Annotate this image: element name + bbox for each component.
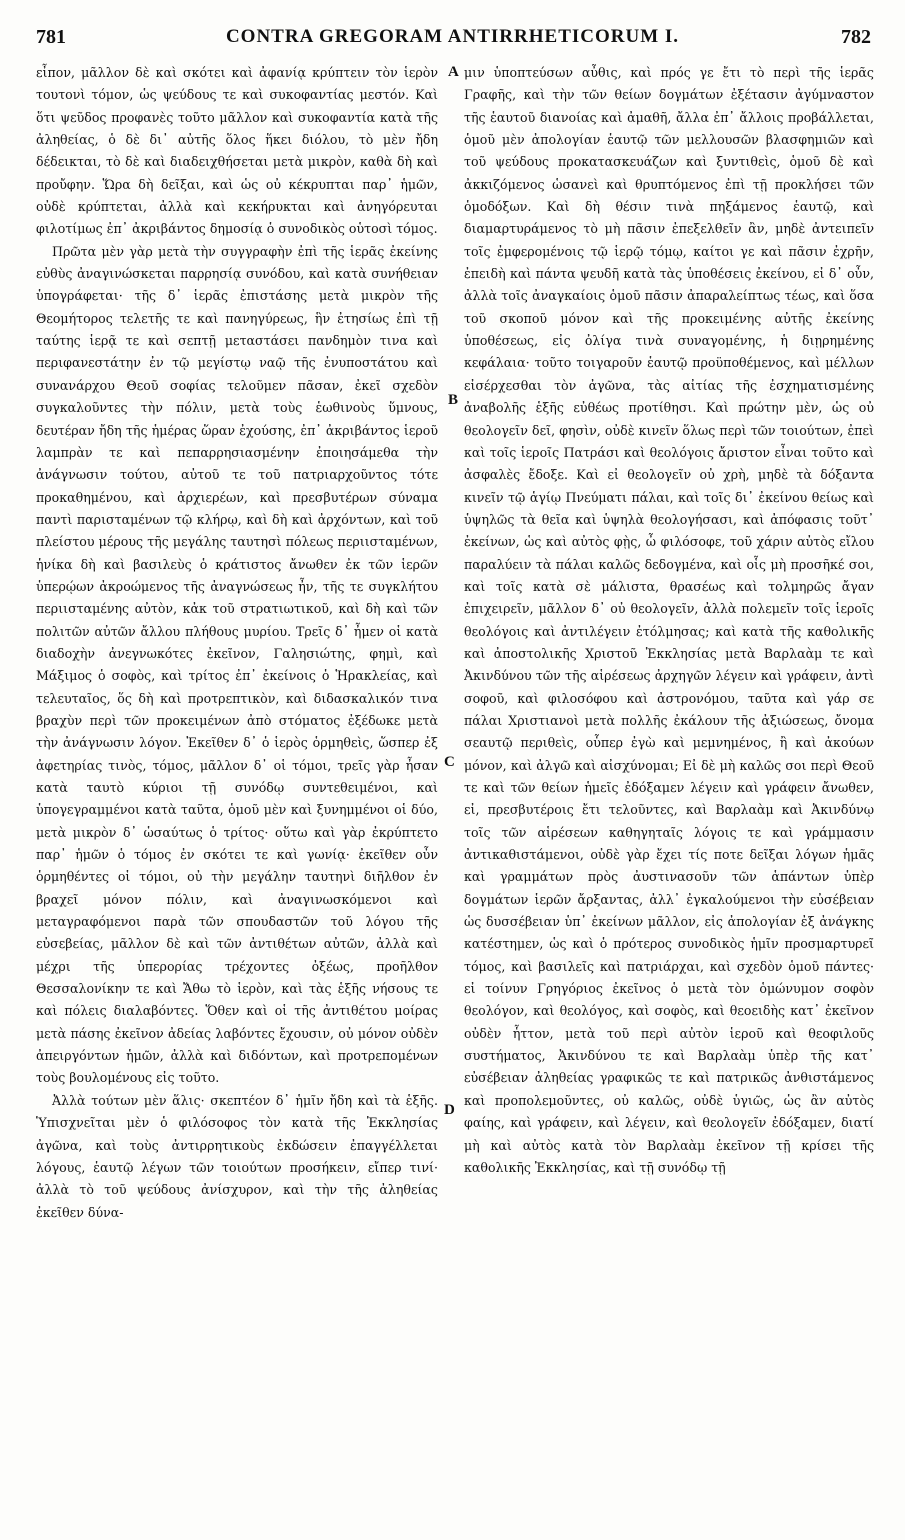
page-number-right: 782 [841,26,871,48]
running-title: CONTRA GREGORAM ANTIRRHETICORUM I. [225,26,680,47]
left-column [36,62,438,1528]
page-number-left: 781 [36,26,66,48]
paragraph: μιν ὑποπτεύσων αὖθις, καὶ πρός γε ἔτι τὸ περὶ τῆς ἱερᾶς Γραφῆς, καὶ τὴν τῶν θείων δογμάτων ἐξέτασιν ἀγύμναστον τῆς ἑαυτοῦ διανοίας καὶ ἀμαθῆ, ἄλλα ἐπ᾽ ἄλλοις προβάλλεται, ὁμοῦ μὲν ἀπολογίαν ἑαυτῷ τῶν μελλουσῶν βλασφημιῶν καὶ τοῦ ψεύδους προκατασκευάζων καὶ ξυντιθεὶς, ὁμοῦ δὲ καὶ ἀκκιζόμενος ὡσανεὶ καὶ θρυπτόμενος ἐπὶ τῇ προκλήσει τῶν ὁμοδόξων. Καὶ δὴ θέσιν τινὰ πηξάμενος ἑαυτῷ, καὶ διαμαρτυράμενος τὸ μὴ πᾶσιν ἐπεξελθεῖν ἂν, μηδὲ ἀντειπεῖν τοῖς ἐμφερομένοις τῷ ἱερῷ τόμῳ, καίτοι γε καὶ πᾶσιν ἐχρῆν, ἐπειδὴ καὶ πάντα ψευδῆ κατὰ τὰς ὑποθέσεις ἐκείνου, εἰ δ᾽ οὖν, ἀλλὰ τοῖς ἀναγκαίοις ὁμοῦ πᾶσιν ἀπαραλείπτως τέως, καὶ ὅσα τοῦ σκοποῦ μόνον καὶ τῆς προκειμένης αὐτῆς ἐκείνης ὑποθέσεως, εἰς ὀλίγα τινὰ συναγομένης, ἡ διῃρημένης κεφάλαια· τοῦτο τοιγαροῦν ἑαυτῷ προϋποθέμενος, καὶ μέλλων εἰσέρχεσθαι τὸν ἀγῶνα, τὰς αἰτίας τῆς ἐσχηματισμένης ἀναβολῆς ἑξῆς εὐθέως προτίθησι. Καὶ πρώτην μὲν, ὡς οὐ θεολογεῖν δεῖ, φησὶν, οὐδὲ κινεῖν ὅλως περὶ τῶν τοιούτων, ἐπεὶ καὶ τοῖς ἱεροῖς Πατράσι καὶ θεολόγοις ἄριστον εἶναι τοῦτο καὶ ἀσφαλὲς ἔδοξε. Καὶ εἰ θεολογεῖν οὐ χρὴ, μηδὲ τὰ δόξαντα κινεῖν τῷ ἁγίῳ Πνεύματι πάλαι, καὶ τοῖς δι᾽ ἐκείνου θείως καὶ ὑψηλῶς τὰ θεῖα καὶ ὑψηλὰ θεολογήσασι, καὶ ἀπόφασις τοῦτ᾽ ἐκείνων, ὡς καὶ αὐτὸς φῂς, ὦ φιλόσοφε, τοῦ χάριν αὐτὸς εἴλου παραλύειν τὰ πάλαι καλῶς δεδογμένα, καὶ οἷς μὴ προσῆκέ σοι, καὶ τοῖς κατὰ σὲ μάλιστα, θρασέως καὶ τολμηρῶς ἄγαν ἐπιχειρεῖν, μᾶλλον δ᾽ οὐ θεολογεῖν, ἀλλὰ πολεμεῖν τοῖς ἱεροῖς θεολόγοις καὶ ἀντιλέγειν ἐτόλμησας; καὶ κατὰ τῆς καθολικῆς καὶ ἀποστολικῆς Χριστοῦ Ἐκκλησίας μετὰ Βαρλαὰμ τε καὶ Ἀκινδύνου τῶν τῆς αἱρέσεως ἀρχηγῶν λέγειν καὶ γράφειν, ἀντὶ σοφοῦ, καὶ φιλοσόφου καὶ ἀστρονόμου, ταῦτα καὶ γάρ σε πάλαι Χριστιανοὶ μετὰ πολλῆς ἐκάλουν τῆς ἀξιώσεως, ὄνομα σεαυτῷ περιθεὶς, οὗπερ ἐγὼ καὶ μεμνημένος, ἢ καὶ ἀκούων μόνον, καὶ ἀλγῶ καὶ αἰσχύνομαι; Εἰ δὲ μὴ καλῶς σοι περὶ Θεοῦ τε καὶ τῶν θείων ἡμεῖς ἐδόξαμεν λέγειν καὶ γράφειν ἄνωθεν, εἰ, πρεσβυτέροις ἔτι τελοῦντες, καὶ Βαρλαὰμ καὶ Ἀκινδύνῳ τοῖς τῶν αἱρέσεων καθηγηταῖς λόγοις τε καὶ γράμμασιν ἀντικαθιστάμενοι, οὐδὲ γὰρ ἔχει τίς ποτε δεῖξαι λόγων ἡμᾶς καὶ γραμμάτων πρὸς ἀυστινασοῦν τῶν ἁπάντων ὑπὲρ δογμάτων ἱερῶν ἄρξαντας, ἀλλ᾽ ἐγκαλούμενοι τὴν εὐσέβειαν ὡς δυσσέβειαν ὑπ᾽ ἐκείνων μᾶλλον, εἰς ἀπολογίαν ἐξ ἀνάγκης κατέστημεν, ὡς καὶ ὁ πρότερος συνοδικὸς ἡμῖν προσμαρτυρεῖ τόμος, καὶ βασιλεῖς καὶ πατριάρχαι, καὶ σχεδὸν ὁμοῦ πάντες· εἰ τοίνυν Γρηγόριος ἐκεῖνος ὁ μετὰ τὸν ὁμώνυμον σοφὸν θεολόγον, καὶ θεολόγος, καὶ σοφὸς, καὶ θεοειδὴς κατ᾽ ἐκεῖνον οὐδὲν ἧττον, μετὰ τοῦ περὶ αὐτὸν ἱεροῦ καὶ θεοφιλοῦς συστήματος, Ἀκινδύνου τε καὶ Βαρλαὰμ ὑπὲρ τῆς κατ᾽ εὐσέβειαν ἀληθείας γραφικῶς τε καὶ πατρικῶς ἀνθιστάμενος καὶ προπολεμοῦντες, οὐ καλῶς, οὐδὲ ὑγιῶς, ὡς ἂν αὐτὸς φαίης, καὶ γράφειν, καὶ λέγειν, καὶ θεολογεῖν ἐδόξαμεν, διατί μὴ καὶ αὐτὸς κατὰ τὸν Βαρλαὰμ ἐκεῖνον τῇ κρίσει τῆς καθολικῆς Ἐκκλησίας, καὶ τῇ συνόδῳ τῇ [464,65,874,1175]
paragraph: εἶπον, μᾶλλον δὲ καὶ σκότει καὶ ἀφανίᾳ κρύπτειν τὸν ἱερὸν τουτονὶ τόμον, ὡς ψεύδους τε καὶ συκοφαντίας μεστόν. Καὶ ὅτι ψεῦδος προφανὲς τοῦτο μᾶλλον καὶ συκοφαντία κατὰ τῆς ἀληθείας, ὁ δὲ δι᾽ αὐτῆς ὅλος ἥκει διόλου, τὸ μὲν ἤδη δέδεικται, τὸ δὲ καὶ διαδειχθήσεται μετὰ μικρὸν, καθὰ δὴ καὶ προὔφην. Ὥρα δὴ δεῖξαι, καὶ ὡς οὐ κέκρυπται παρ᾽ ἡμῶν, οὐδὲ κρύπτεται, ἀλλὰ καὶ κεκήρυκται καὶ ἀνηγόρευται φιλοτίμως ἐπ᾽ ἀκριβάντος δημοσίᾳ ὁ συνοδικὸς οὑτοσὶ τόμος. [36,65,438,237]
right-column [464,62,874,1528]
running-header [28,8,877,54]
margin-marker-b: B [448,392,459,408]
margin-marker-a: A [448,64,459,80]
paragraph: Ἀλλὰ τούτων μὲν ἅλις· σκεπτέον δ᾽ ἡμῖν ἤδη καὶ τὰ ἑξῆς. Ὑπισχνεῖται μὲν ὁ φιλόσοφος τὸν κατὰ τῆς Ἐκκλησίας ἀγῶνα, καὶ τοὺς ἀντιρρητικοὺς ἐκδώσειν ἐπαγγέλλεται λόγους, ἑαυτῷ λέγων τῶν τοιούτων προσήκειν, εἴπερ τινί· ἀλλὰ τὸ τοῦ ψεύδους ἀνίσχυρον, καὶ τὴν τῆς ἀληθείας ἐκεῖθεν δύνα- [36,1092,438,1220]
margin-marker-c: C [444,754,455,770]
margin-marker-d: D [444,1102,455,1118]
paragraph: Πρῶτα μὲν γὰρ μετὰ τὴν συγγραφὴν ἐπὶ τῆς ἱερᾶς ἐκείνης εὐθὺς ἀναγινώσκεται παρρησίᾳ συνόδου, καὶ κατὰ συνήθειαν ὑπογράφεται· τῆς δ᾽ ἱερᾶς ἐπιστάσης μετὰ μικρὸν τῆς Θεομήτορος τελετῆς τε καὶ πανηγύρεως, ἣν ἐτησίως ἐπὶ τῇ ταύτης ἱερᾷ τε καὶ σεπτῇ μεταστάσει πανδημὸν τινα καὶ περιφανεστάτην ἐν τῷ μεγίστῳ ναῷ τῆς ἐνυποστάτου καὶ συνανάρχου Θεοῦ σοφίας τελοῦμεν πᾶσαν, ἐκεῖ σχεδὸν συγκαλοῦντες τὴν πόλιν, μετὰ τοὺς ἑωθινοὺς ὕμνους, δευτέραν ἤδη τῆς ἡμέρας ὥραν ἐχούσης, ἐπ᾽ ἀκριβάντος ἱεροῦ λαμπρὰν τε καὶ πεπαρρησιασμένην ἐποιησάμεθα τὴν ἀνάγνωσιν τούτου, αὐτοῦ τε τοῦ πατριαρχοῦντος τότε προκαθημένου, καὶ ἀρχιερέων, καὶ πρεσβυτέρων σύναμα παντὶ παρισταμένων τῷ κλήρῳ, καὶ δὴ καὶ ἀρχόντων, καὶ τοῦ πλείστου μέρους τῆς μεγάλης ταυτησὶ πόλεως περιισταμένων, ἡνίκα δὴ καὶ βασιλεὺς ὁ κράτιστος ἄνωθεν ἐκ τῶν ἱερῶν ὑπερῴων ἀκροώμενος τῆς ἀναγνώσεως ἦν, τῆς τε συγκλήτου περιισταμένης αὐτὸν, κἀκ τοῦ στρατιωτικοῦ, καὶ δὴ καὶ τῶν πολιτῶν αὐτῶν ἄλλου πλήθους μυρίου. Τρεῖς δ᾽ ἦμεν οἱ κατὰ διαδοχὴν ἀνεγνωκότες ἐκεῖνον, Γαλησιώτης, φημὶ, καὶ Μάξιμος ὁ σοφὸς, καὶ τρίτος ἐπ᾽ ἐκείνοις ὁ Ἡρακλείας, καὶ τελευταῖος, ὅς δὴ καὶ προτρεπτικὸν, καὶ διδασκαλικόν τινα βραχὺν περὶ τῶν προκειμένων ἀπὸ στόματος ἐξέδωκε μετὰ τὴν ἀνάγνωσιν λόγον. Ἐκεῖθεν δ᾽ ὁ ἱερὸς ὁρμηθεὶς, ὥσπερ ἐξ ἀφετηρίας τινὸς, τόμος, μᾶλλον δ᾽ οἱ τόμοι, τρεῖς γὰρ ἦσαν κατὰ ταυτὸ κύριοι τῇ συνόδῳ συντεθειμένοι, καὶ ὑπογεγραμμένοι κατὰ ταῦτα, ὁμοῦ μὲν καὶ ξυνημμένοι οἱ δύο, μετὰ μικρὸν δ᾽ ὡσαύτως ὁ τρίτος· οὕτω καὶ γὰρ ἐκρύπτετο παρ᾽ ἡμῶν ὁ τόμος ἐν σκότει τε καὶ γωνίᾳ· ἐκεῖθεν οὖν ὁρμηθέντες οἱ τόμοι, οὐ τὴν μεγάλην ταυτηνὶ διῆλθον ἐν βραχεῖ μόνον πόλιν, καὶ ἀναγινωσκόμενοι καὶ μεταγραφόμενοι παρὰ τῶν σπουδαστῶν τοῦ λόγου τῆς εὐσεβείας, μᾶλλον δὲ καὶ τῶν ἀντιθέτων αὐτῶν, ἀλλὰ καὶ μέχρι τῆς ὑπερορίας τρέχοντες ὀξέως, προῆλθον Θεσσαλονίκην τε καὶ Ἄθω τὸ ἱερὸν, καὶ τὰς ἑξῆς νήσους τε καὶ πόλεις διαλαβόντες. Ὅθεν καὶ οἱ τῆς ἀντιθέτου μοίρας μετὰ πάσης ἐκεῖνον ἀδείας λαβόντες ἔχουσιν, οὐ μόνον οὐδὲν ἀπειργόντων ἡμῶν, ἀλλὰ καὶ διδόντων, καὶ προτρεπομένων τοὺς βουλομένους εἰς τοῦτο. [36,243,438,1086]
